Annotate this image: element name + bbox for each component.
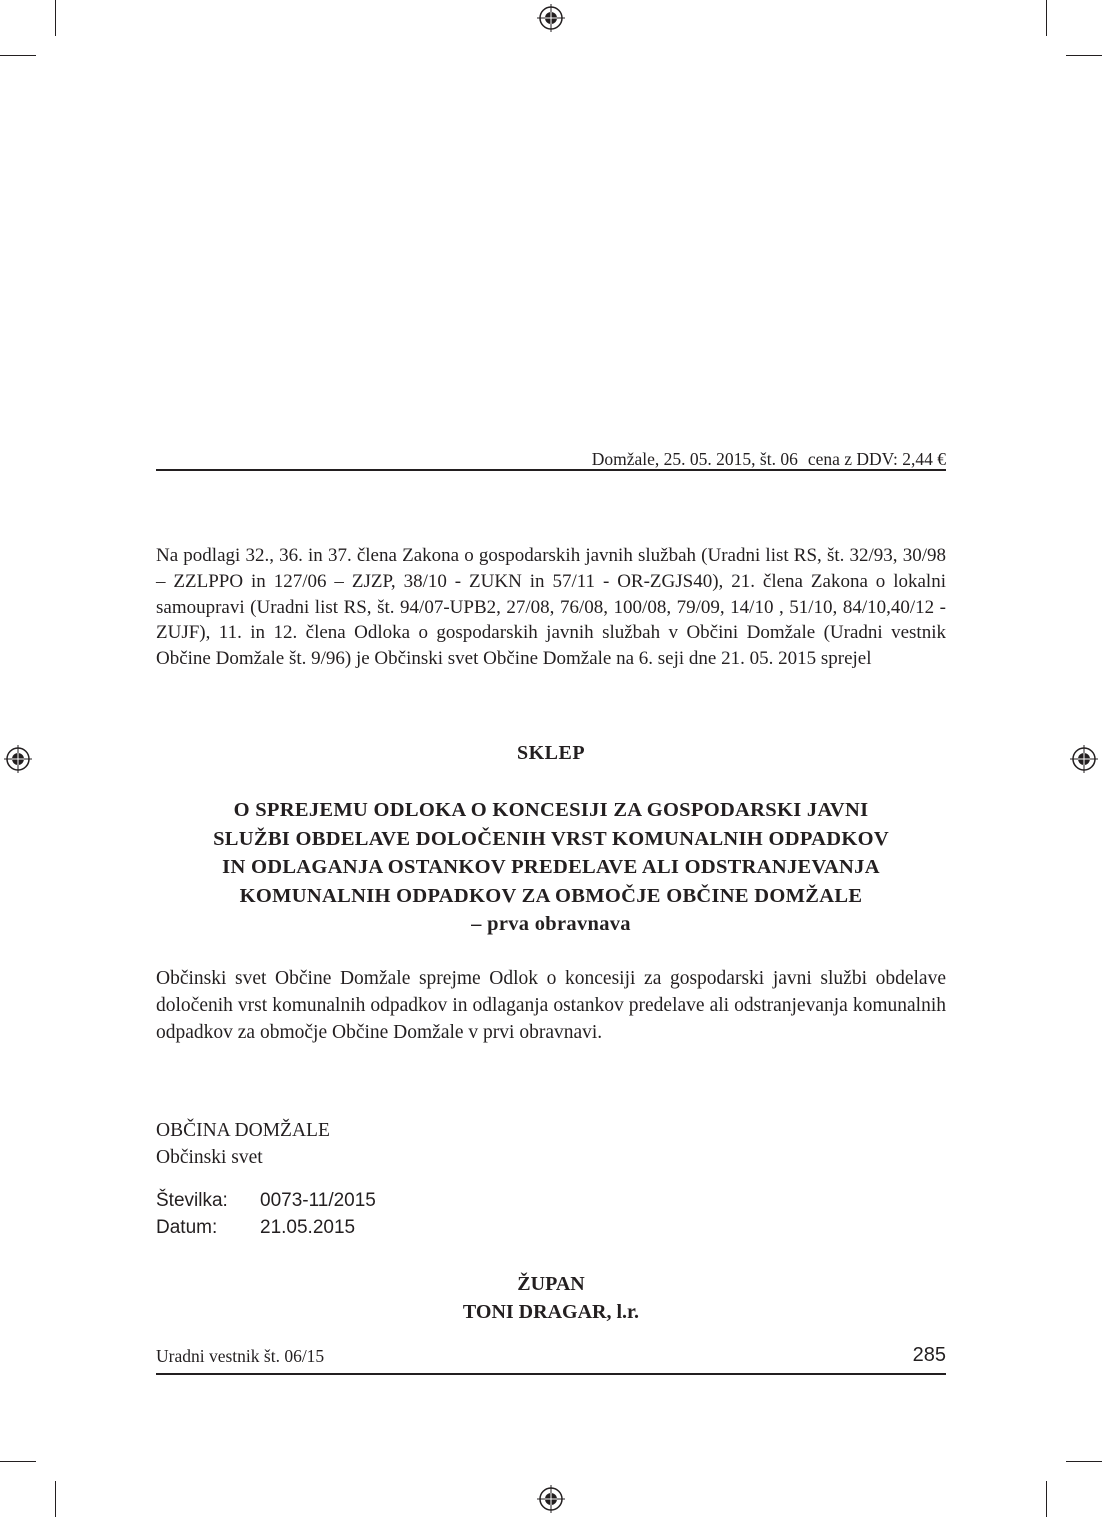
- crop-mark-top-right-h: [1066, 55, 1102, 56]
- footer-divider: [156, 1373, 946, 1375]
- mayor-name: TONI DRAGAR, l.r.: [462, 1301, 640, 1323]
- meta-number-row: [156, 1187, 376, 1214]
- crop-mark-bottom-right-h: [1066, 1461, 1102, 1462]
- meta-number-value: 0073-11/2015: [260, 1190, 376, 1211]
- intro-paragraph: Na podlagi 32., 36. in 37. člena Zakona o gospodarskih javnih službah (Uradni list RS, št. 32/93, 30/98 – ZZLPPO in 127/06 – ZJZP, 38/10 - ZUKN in 57/11 - OR-ZGJS40), 21. člena Zakona o lokalni samoupravi (Uradni list RS, št. 94/07-UPB2, 27/08, 76/08, 100/08, 79/09, 14/10 , 51/10, 84/10,40/12 - ZUJF), 11. in 12. člena Odloka o gospodarskih javnih službah v Občini Domžale (Uradni vestnik Občine Domžale št. 9/96) je Občinski svet Občine Domžale na 6. seji dne 21. 05. 2015 sprejel: [156, 545, 946, 670]
- issuer-body: Občinski svet: [156, 1147, 263, 1168]
- mayor-title: ŽUPAN: [517, 1273, 585, 1295]
- title-subline: – prva obravnava: [471, 913, 631, 935]
- registration-mark-icon: [4, 745, 32, 773]
- meta-date-label: Datum:: [156, 1217, 218, 1238]
- sklep-heading: SKLEP: [516, 742, 586, 764]
- header-divider: [156, 469, 946, 471]
- title-line: O SPREJEMU ODLOKA O KONCESIJI ZA GOSPODARSKI JAVNI: [233, 799, 869, 821]
- page-header: [156, 448, 946, 470]
- header-price: cena z DDV: 2,44 €: [807, 449, 946, 469]
- footer-page-number: 285: [912, 1344, 946, 1366]
- decision-title: [156, 796, 946, 939]
- document-meta: [156, 1187, 376, 1241]
- title-line: SLUŽBI OBDELAVE DOLOČENIH VRST KOMUNALNIH ODPADKOV: [213, 827, 889, 850]
- crop-mark-top-left-h: [0, 55, 36, 56]
- crop-mark-bottom-left: [55, 1481, 56, 1517]
- crop-mark-bottom-left-h: [0, 1461, 36, 1462]
- title-line: IN ODLAGANJA OSTANKOV PREDELAVE ALI ODSTRANJEVANJA: [222, 856, 880, 878]
- crop-mark-top-right: [1046, 0, 1047, 36]
- registration-mark-icon: [1070, 745, 1098, 773]
- header-date-issue: Domžale, 25. 05. 2015, št. 06: [591, 449, 798, 469]
- meta-date-value: 21.05.2015: [260, 1217, 356, 1238]
- issuer-block: [156, 1117, 556, 1171]
- crop-mark-bottom-right: [1046, 1481, 1047, 1517]
- title-line: KOMUNALNIH ODPADKOV ZA OBMOČJE OBČINE DOMŽALE: [239, 884, 863, 907]
- meta-number-label: Številka:: [156, 1190, 228, 1211]
- registration-mark-icon: [537, 4, 565, 32]
- mayor-signature: [156, 1270, 946, 1326]
- meta-date-row: [156, 1214, 376, 1241]
- registration-mark-icon: [537, 1485, 565, 1513]
- issuer-org: OBČINA DOMŽALE: [156, 1120, 330, 1141]
- crop-mark-top-left: [55, 0, 56, 36]
- footer-publication: Uradni vestnik št. 06/15: [156, 1346, 325, 1366]
- decision-body: Občinski svet Občine Domžale sprejme Odlok o koncesiji za gospodarski javni službi obdelave določenih vrst komunalnih odpadkov in odlaganja ostankov predelave ali odstranjevanja komunalnih odpadkov za območje Občine Domžale v prvi obravnavi.: [156, 968, 946, 1043]
